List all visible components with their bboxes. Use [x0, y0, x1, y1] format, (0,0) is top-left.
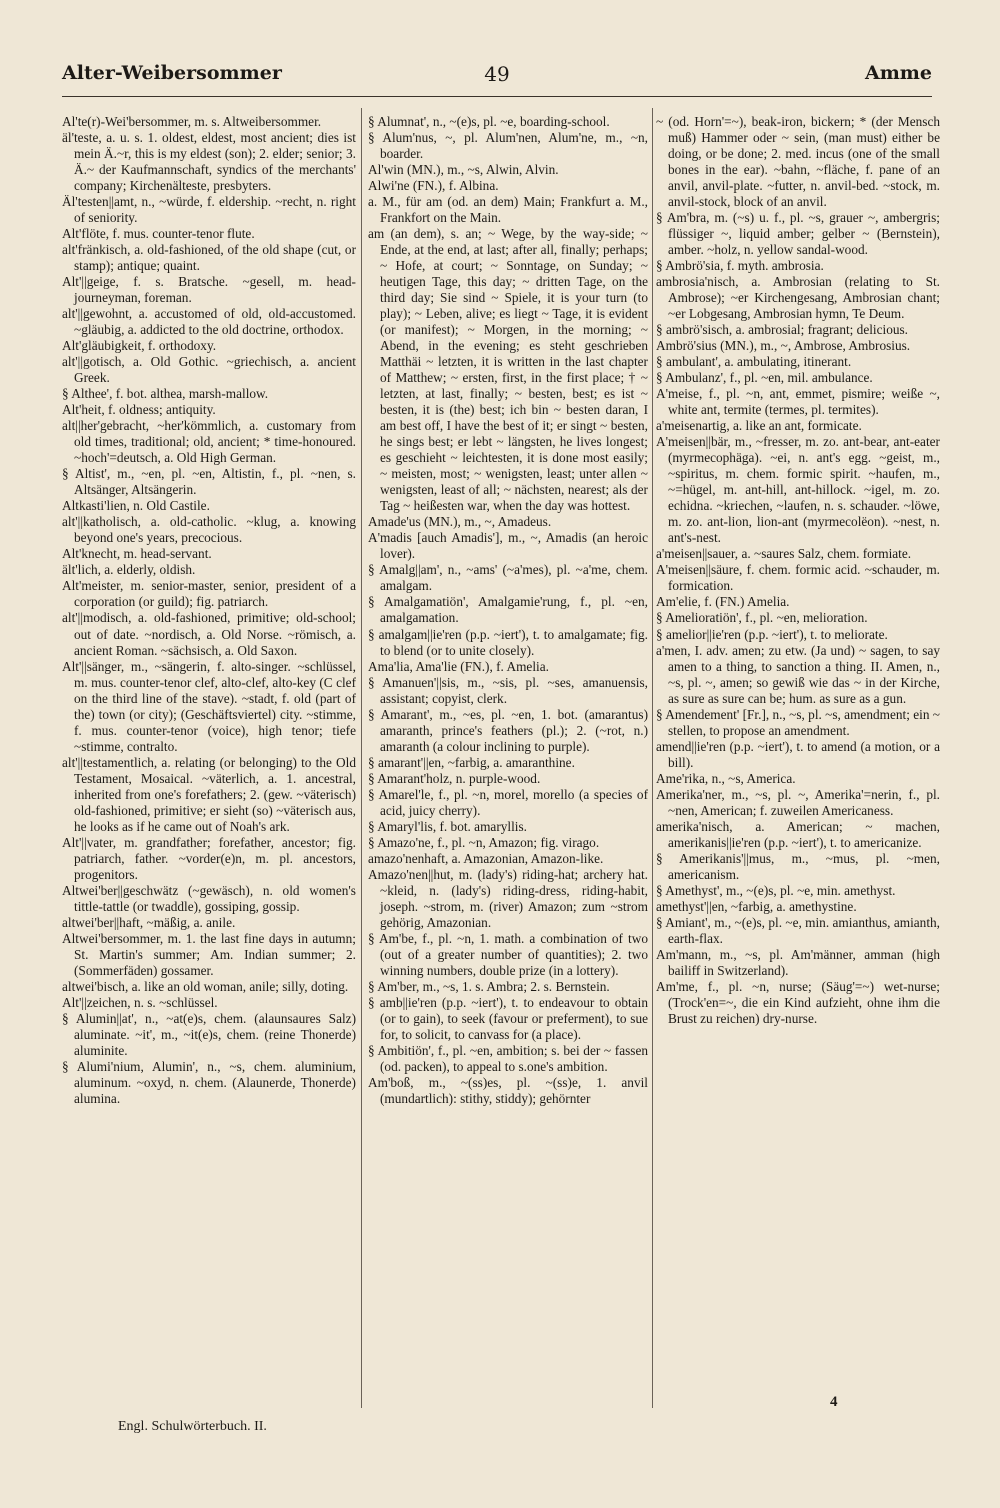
column-divider [652, 108, 653, 1408]
dictionary-entry: Alt'heit, f. oldness; antiquity. [62, 402, 216, 418]
dictionary-entry: § Alum'nus, ~, pl. Alum'nen, Alum'ne, m., ~n, boarder. [368, 130, 648, 162]
page-number: 49 [484, 62, 510, 86]
dictionary-entry: amerika'nisch, a. American; ~ machen, amerikanis||ie'ren (p.p. ~iert'), t. to americanize. [656, 818, 940, 850]
dictionary-entry: § Ambitiön', f., pl. ~en, ambition; s. bei der ~ fassen (od. packen), to appeal to s.one's ambition. [368, 1042, 648, 1074]
dictionary-entry: Alt'||sänger, m., ~sängerin, f. alto-singer. ~schlüssel, m. mus. counter-tenor clef, alto-clef, alto-key (C clef on the third line of the stave). ~stadt, f. old (part of the) town (or city); (Geschäftsviertel) city. ~stimme, f. mus. counter-tenor (voice), high tenor; tiefe ~stimme, contralto. [62, 658, 356, 754]
dictionary-entry: Alt'knecht, m. head-servant. [62, 546, 212, 562]
signature-mark: 4 [830, 1394, 838, 1410]
dictionary-entry: § Alumin||at', n., ~at(e)s, chem. (alaunsaures Salz) aluminate. ~it', m., ~it(e)s, chem. (reine Thonerde) aluminite. [62, 1010, 356, 1058]
dictionary-entry: Al'win (MN.), m., ~s, Alwin, Alvin. [368, 162, 559, 178]
dictionary-entry: § Amazo'ne, f., pl. ~n, Amazon; fig. virago. [368, 834, 600, 850]
dictionary-entry: § Amalgamatiön', Amalgamie'rung, f., pl. ~en, amalgamation. [368, 594, 648, 626]
dictionary-entry: Alwi'ne (FN.), f. Albina. [368, 178, 499, 194]
dictionary-entry: A'meise, f., pl. ~n, ant, emmet, pismire; weiße ~, white ant, termite (termes, pl. termites). [656, 386, 940, 418]
dictionary-entry: § ambulant', a. ambulating, itinerant. [656, 354, 852, 370]
dictionary-entry: a'meisen||sauer, a. ~saures Salz, chem. formiate. [656, 546, 912, 562]
header-left-guideword: Alter-Weibersommer [62, 62, 282, 84]
dictionary-entry: § Ambrö'sia, f. myth. ambrosia. [656, 258, 824, 274]
dictionary-entry: Amazo'nen||hut, m. (lady's) riding-hat; archery hat. ~kleid, n. (lady's) riding-dress, riding-habit, joseph. ~strom, m. (river) Amazon; zum ~strom gehörig, Amazonian. [368, 866, 648, 930]
dictionary-entry: § Ambulanz', f., pl. ~en, mil. ambulance. [656, 370, 873, 386]
dictionary-entry: § amalgam||ie'ren (p.p. ~iert'), t. to amalgamate; fig. to blend (or to unite closely). [368, 626, 648, 658]
dictionary-entry: § Amanuen'||sis, m., ~sis, pl. ~ses, amanuensis, assistant; copyist, clerk. [368, 674, 648, 706]
dictionary-entry: § Amethyst', m., ~(e)s, pl. ~e, min. amethyst. [656, 882, 896, 898]
dictionary-entry: Am'boß, m., ~(ss)es, pl. ~(ss)e, 1. anvil (mundartlich): stithy, stiddy); gehörnter [368, 1074, 648, 1106]
header-right-guideword: Amme [864, 62, 932, 84]
dictionary-entry: alt'||gewohnt, a. accustomed of old, old-accustomed. ~gläubig, a. addicted to the old doctrine, orthodox. [62, 306, 356, 338]
dictionary-entry: § amarant'||en, ~farbig, a. amaranthine. [368, 754, 575, 770]
page-header [62, 62, 932, 92]
header-rule [62, 96, 932, 97]
dictionary-entry: alt'||katholisch, a. old-catholic. ~klug, a. knowing beyond one's years, precocious. [62, 514, 356, 546]
dictionary-entry: § Am'be, f., pl. ~n, 1. math. a combination of two (out of a greater number of quantities); 2. two winning numbers, double prize (in a lottery). [368, 930, 648, 978]
column-1 [62, 114, 356, 1418]
dictionary-entry: a'meisenartig, a. like an ant, formicate. [656, 418, 862, 434]
dictionary-entry: § Am'bra, m. (~s) u. f., pl. ~s, grauer ~, ambergris; flüssiger ~, liquid amber; gelber ~ (Bernstein), amber. ~holz, n. yellow sandal-wood. [656, 210, 940, 258]
dictionary-entry: § Amerikanis'||mus, m., ~mus, pl. ~men, americanism. [656, 850, 940, 882]
dictionary-entry: amethyst'||en, ~farbig, a. amethystine. [656, 898, 857, 914]
dictionary-entry: A'madis [auch Amadis'], m., ~, Amadis (an heroic lover). [368, 530, 648, 562]
dictionary-entry: § Am'ber, m., ~s, 1. s. Ambra; 2. s. Bernstein. [368, 978, 610, 994]
dictionary-entry: § Alumnat', n., ~(e)s, pl. ~e, boarding-school. [368, 114, 610, 129]
dictionary-entry: A'meisen||säure, f. chem. formic acid. ~schauder, m. formication. [656, 562, 940, 594]
dictionary-entry: § Amendement' [Fr.], n., ~s, pl. ~s, amendment; ein ~ stellen, to propose an amendment. [656, 706, 940, 738]
dictionary-entry: Alt'flöte, f. mus. counter-tenor flute. [62, 226, 255, 242]
dictionary-entry: § Amelioratiön', f., pl. ~en, melioration. [656, 610, 868, 626]
dictionary-entry: § Altist', m., ~en, pl. ~en, Altistin, f., pl. ~nen, s. Altsänger, Altsängerin. [62, 466, 356, 498]
dictionary-entry: Alt'||vater, m. grandfather; forefather, ancestor; fig. patriarch, father. ~vorder(e)n, m. pl. ancestors, progenitors. [62, 834, 356, 882]
dictionary-entry: Amerika'ner, m., ~s, pl. ~, Amerika'=nerin, f., pl. ~nen, American; f. zuweilen Americaness. [656, 786, 940, 818]
dictionary-entry: § amelior||ie'ren (p.p. ~iert'), t. to meliorate. [656, 626, 888, 642]
dictionary-entry: a. M., für am (od. an dem) Main; Frankfurt a. M., Frankfort on the Main. [368, 194, 648, 226]
dictionary-entry: § amb||ie'ren (p.p. ~iert'), t. to endeavour to obtain (or to gain), to seek (favour or preferment), to sue for, to solicit, to canvass for (a place). [368, 994, 648, 1042]
dictionary-entry: Al'te(r)-Wei'bersommer, m. s. Altweibersommer. [62, 114, 322, 129]
dictionary-entry: alt'fränkisch, a. old-fashioned, of the old shape (cut, or stamp); antique; quaint. [62, 242, 356, 274]
dictionary-entry: amend||ie'ren (p.p. ~iert'), t. to amend (a motion, or a bill). [656, 738, 940, 770]
dictionary-entry: Altkasti'lien, n. Old Castile. [62, 498, 210, 514]
dictionary-entry: A'meisen||bär, m., ~fresser, m. zo. ant-bear, ant-eater (myrmecophäga). ~ei, n. ant's egg. ~geist, m., ~spiritus, m. chem. formic spirit. ~haufen, m., ~=hügel, m. ant-hill, ant-hillock. ~igel, m. zo. echidna. ~kriechen, ~laufen, n. s. schauder. ~löwe, m. zo. ant-lion, lion-ant (myrmecolëon). ~nest, n. ant's-nest. [656, 434, 940, 546]
dictionary-entry: alt||her'gebracht, ~her'kömmlich, a. customary from old times, traditional; old, ancient; * time-honoured. ~hoch'=deutsch, a. Old High German. [62, 418, 356, 466]
dictionary-entry: Alt'||zeichen, n. s. ~schlüssel. [62, 994, 218, 1010]
dictionary-entry: a'men, I. adv. amen; zu etw. (Ja und) ~ sagen, to say amen to a thing, to sanction a thing. II. Amen, n., ~s, pl. ~, amen; so gewiß wie das ~ in der Kirche, as sure as sure can be; hum. as sure as a gun. [656, 642, 940, 706]
dictionary-entry: Ame'rika, n., ~s, America. [656, 770, 796, 786]
dictionary-entry: ambrosia'nisch, a. Ambrosian (relating to St. Ambrose); ~er Kirchengesang, Ambrosian chant; ~er Lobgesang, Ambrosian hymn, Te Deum. [656, 274, 940, 322]
dictionary-entry: alt'||gotisch, a. Old Gothic. ~griechisch, a. ancient Greek. [62, 354, 356, 386]
dictionary-entry: § Althee', f. bot. althea, marsh-mallow. [62, 386, 269, 402]
dictionary-entry: § Alumi'nium, Alumin', n., ~s, chem. aluminium, aluminum. ~oxyd, n. chem. (Alaunerde, Thonerde) alumina. [62, 1058, 356, 1106]
dictionary-entry: ~ (od. Horn'=~), beak-iron, bickern; * (der Mensch muß) Hammer oder ~ sein, (man must) either be doing, or be done; 2. med. incus (one of the small bones in the ear). ~bahn, ~fläche, f. pane of an anvil, anvil-plate. ~futter, n. anvil-bed. ~stock, m. anvil-stock, block of an anvil. [656, 114, 940, 210]
dictionary-entry: Alt'meister, m. senior-master, senior, president of a corporation (or guild); fig. patriarch. [62, 578, 356, 610]
column-2 [368, 114, 648, 1418]
footer-text: Engl. Schulwörterbuch. II. [118, 1419, 267, 1434]
dictionary-entry: äl'teste, a. u. s. 1. oldest, eldest, most ancient; dies ist mein Ä.~r, this is my eldest (son); 2. elder; senior; 3. Ä.~ der Kaufmannschaft, syndics of the merchants' company; Kirchenälteste, presbyters. [62, 130, 356, 194]
dictionary-entry: ält'lich, a. elderly, oldish. [62, 562, 196, 578]
dictionary-entry: Amade'us (MN.), m., ~, Amadeus. [368, 514, 552, 530]
dictionary-entry: Altwei'bersommer, m. 1. the last fine days in autumn; St. Martin's summer; Am. Indian summer; 2. (Sommerfäden) gossamer. [62, 930, 356, 978]
column-3 [656, 114, 940, 1418]
dictionary-entry: Ambrö'sius (MN.), m., ~, Ambrose, Ambrosius. [656, 338, 911, 354]
dictionary-entry: amazo'nenhaft, a. Amazonian, Amazon-like. [368, 850, 604, 866]
dictionary-entry: § Amarel'le, f., pl. ~n, morel, morello (a species of acid, juicy cherry). [368, 786, 648, 818]
dictionary-entry: § Amiant', m., ~(e)s, pl. ~e, min. amianthus, amianth, earth-flax. [656, 914, 940, 946]
dictionary-entry: § Amarant', m., ~es, pl. ~en, 1. bot. (amarantus) amaranth, prince's feathers (pl.); 2. (~rot, n.) amaranth (a colour inclining to purple). [368, 706, 648, 754]
dictionary-entry: altwei'bisch, a. like an old woman, anile; silly, doting. [62, 978, 349, 994]
dictionary-entry: altwei'ber||haft, ~mäßig, a. anile. [62, 914, 236, 930]
dictionary-entry: § Amalg||am', n., ~ams' (~a'mes), pl. ~a'me, chem. amalgam. [368, 562, 648, 594]
dictionary-entry: am (an dem), s. an; ~ Wege, by the way-side; ~ Ende, at the end, at last; after all, finally; perhaps; ~ Hofe, at court; ~ Sonntage, on Sunday; ~ heutigen Tage, this day; ~ dritten Tage, on the third day; Sie sind ~ Spiele, it is your turn (to play); ~ Leben, alive; es liegt ~ Tage, it is evident (or manifest); ~ Morgen, in the morning; ~ Abend, in the evening; es steht geschrieben Matthäi ~ letzten, it is written in the last chapter of Matthew; ~ ersten, first, in the first place; † ~ letzten, at last, finally; ~ besten, best; es ist ~ besten, it is (the) best; ich bin ~ besten daran, I am best off, I have the best of it; er singt ~ besten, he sings best; er lebt ~ längsten, he lives longest; es geschieht ~ leichtesten, it is done most easily; ~ meisten, most; ~ wenigsten, least; unter allen ~ wenigsten, least of all; ~ nächsten, nearest; als der Tag ~ heißesten war, when the day was hottest. [368, 226, 648, 514]
dictionary-entry: alt'||modisch, a. old-fashioned, primitive; old-school; out of date. ~nordisch, a. Old Norse. ~römisch, a. ancient Roman. ~sächsisch, a. Old Saxon. [62, 610, 356, 658]
dictionary-entry: § ambrö'sisch, a. ambrosial; fragrant; delicious. [656, 322, 909, 338]
dictionary-entry: Am'elie, f. (FN.) Amelia. [656, 594, 790, 610]
dictionary-entry: Alt'||geige, f. s. Bratsche. ~gesell, m. head-journeyman, foreman. [62, 274, 356, 306]
dictionary-entry: Am'mann, m., ~s, pl. Am'männer, amman (high bailiff in Switzerland). [656, 946, 940, 978]
column-divider [361, 108, 362, 1408]
dictionary-entry: Altwei'ber||geschwätz (~gewäsch), n. old women's tittle-tattle (or twaddle), gossiping, gossip. [62, 882, 356, 914]
dictionary-entry: alt'||testamentlich, a. relating (or belonging) to the Old Testament, Mosaical. ~väterlich, a. 1. ancestral, inherited from one's forefathers; 2. (gew. ~väterisch) old-fashioned, primitive; er sieht (so) ~väterisch aus, he looks as if he came out of Noah's ark. [62, 754, 356, 834]
dictionary-entry: § Amaryl'lis, f. bot. amaryllis. [368, 818, 527, 834]
dictionary-entry: Ama'lia, Ama'lie (FN.), f. Amelia. [368, 658, 549, 674]
dictionary-entry: Äl'testen||amt, n., ~würde, f. eldership. ~recht, n. right of seniority. [62, 194, 356, 226]
dictionary-entry: Am'me, f., pl. ~n, nurse; (Säug'=~) wet-nurse; (Trock'en=~, die ein Kind aufzieht, ohne ihm die Brust zu reichen) dry-nurse. [656, 978, 940, 1026]
dictionary-entry: Alt'gläubigkeit, f. orthodoxy. [62, 338, 217, 354]
dictionary-entry: § Amarant'holz, n. purple-wood. [368, 770, 541, 786]
